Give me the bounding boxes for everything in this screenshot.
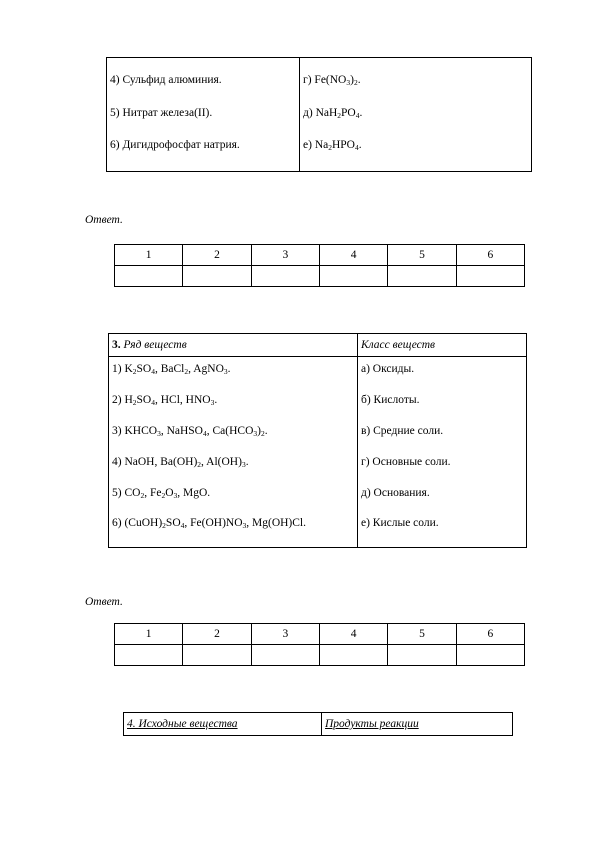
list-item: 6) Дигидрофосфат натрия. <box>110 139 240 151</box>
answer-cell[interactable] <box>251 266 319 287</box>
answer-cell[interactable] <box>319 645 387 666</box>
column-header-reactants: 4. Исходные вещества <box>124 713 322 736</box>
table-header-cell: 2 <box>183 624 251 645</box>
list-item: в) Средние соли. <box>361 425 444 437</box>
answer-cell[interactable] <box>388 645 456 666</box>
list-item: д) $NaH_2PO_4$. <box>303 107 363 120</box>
list-item: 5) Нитрат железа(II). <box>110 107 213 119</box>
matching-table-task2 <box>106 57 532 172</box>
answer-label: Ответ. <box>85 214 123 226</box>
answer-cell[interactable] <box>251 645 319 666</box>
answer-cell[interactable] <box>456 266 524 287</box>
answer-cell[interactable] <box>183 645 251 666</box>
answer-cell[interactable] <box>183 266 251 287</box>
class-list-cell <box>358 357 527 548</box>
table-header-cell: 5 <box>388 245 456 266</box>
table-header-cell: 6 <box>456 245 524 266</box>
list-item: е) $Na_2HPO_4$. <box>303 139 362 152</box>
answer-cell[interactable] <box>115 266 183 287</box>
matching-table-task4 <box>123 712 513 736</box>
list-item: 5) $CO_2$, $Fe_2O_3$, MgO. <box>112 487 211 500</box>
matching-table-task3 <box>108 333 527 548</box>
column-header-products: Продукты реакции <box>322 713 513 736</box>
answer-cell[interactable] <box>319 266 387 287</box>
list-item: а) Оксиды. <box>361 363 415 375</box>
list-item: б) Кислоты. <box>361 394 420 406</box>
list-item: 4) NaOH, $Ba(OH)_2$, $Al(OH)_3$. <box>112 456 249 469</box>
list-item: д) Основания. <box>361 487 430 499</box>
list-item: г) $Fe(NO_3)_2$. <box>303 74 361 87</box>
table-header-cell: 2 <box>183 245 251 266</box>
substance-names-cell <box>107 58 300 172</box>
answer-cell[interactable] <box>388 266 456 287</box>
answer-table-1 <box>114 244 525 287</box>
table-header-cell: 1 <box>115 245 183 266</box>
table-header-cell: 3 <box>251 624 319 645</box>
table-header-cell: 4 <box>319 624 387 645</box>
list-item: 6) $(CuOH)_2SO_4$, $Fe(OH)NO_3$, Mg(OH)Cl. <box>112 517 307 530</box>
table-header-cell: 6 <box>456 624 524 645</box>
list-item: 1) $K_2SO_4$, BaCl$_2$, AgNO$_3$. <box>112 363 231 376</box>
table-header-cell: 3 <box>251 245 319 266</box>
list-item: г) Основные соли. <box>361 456 451 468</box>
answer-cell[interactable] <box>115 645 183 666</box>
answer-cell[interactable] <box>456 645 524 666</box>
formulas-cell <box>300 58 532 172</box>
table-header-cell: 4 <box>319 245 387 266</box>
substance-series-cell <box>109 357 358 548</box>
column-header-classes: Класс веществ <box>358 334 527 357</box>
answer-table-2 <box>114 623 525 666</box>
list-item: 3) $KHCO_3$, NaHSO$_4$, $Ca(HCO_3)_2$. <box>112 425 268 438</box>
list-item: 2) $H_2SO_4$, HCl, $HNO_3$. <box>112 394 218 407</box>
list-item: е) Кислые соли. <box>361 517 439 529</box>
table-header-cell: 5 <box>388 624 456 645</box>
column-header-substances: 3. Ряд веществ <box>109 334 358 357</box>
answer-label: Ответ. <box>85 596 123 608</box>
table-header-cell: 1 <box>115 624 183 645</box>
list-item: 4) Сульфид алюминия. <box>110 74 222 86</box>
